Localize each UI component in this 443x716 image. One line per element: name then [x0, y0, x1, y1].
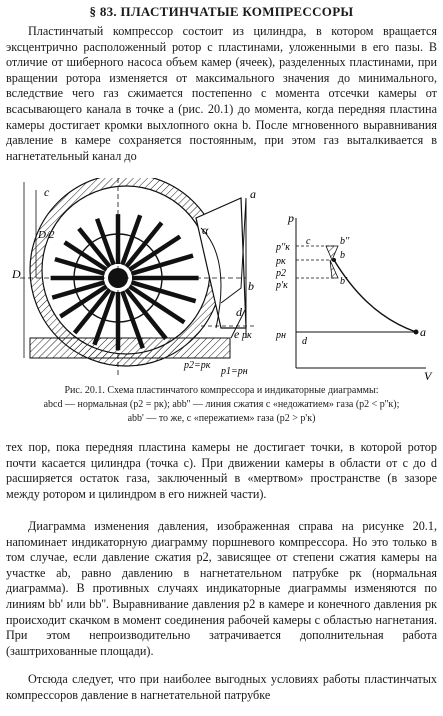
label-pk-left: pк [242, 330, 252, 341]
caption-line-3: abb' — то же, с «пережатием» газа (p2 > p'к) [127, 413, 316, 424]
label-d-left: d [236, 305, 242, 319]
label-b-left: b [248, 279, 254, 293]
label-p-axis: p [288, 211, 294, 225]
label-c: c [44, 185, 50, 199]
paragraph-continuation: тех пор, пока передняя пластина камеры не достигает точки, в которой ротор почти касается цилиндра (точка c). При движении камеры в области от c до d расширяется остаток газа, заключенный в «мертвом» пространстве (в зазоре между ротором и цилиндром в его нижней части). [6, 440, 437, 501]
label-d-right: d [302, 336, 307, 347]
label-c-right: c [306, 236, 311, 247]
paragraph-diagram: Диаграмма изменения давления, изображенная справа на рисунке 20.1, напоминает индикаторную диаграмму поршневого компрессора. Но это только в том случае, если давление сжатия p2, зависящее от степени сжатия камеры на участке ab, равно давлению в нагнетательном патрубке pк (нормальная диаграмма). В противных случаях индикаторные диаграммы изменяются по линиям bb' или bb''. Выравнивание давления p2 в камере и конечного давления pк происходит скачком в момент соединения рабочей камеры с областью нагнетания. При этом непроизводительно затрачивается дополнительная работа (заштрихованные площади). [6, 519, 437, 658]
indicator-diagram [296, 218, 426, 368]
label-a-left: a [250, 187, 256, 201]
label-e: e [234, 327, 240, 341]
caption-line-2: abcd — нормальная (p2 = pк); abb'' — линия сжатия с «недожатием» газа (p2 < p''к); [43, 399, 400, 410]
label-b2: b'' [340, 236, 350, 247]
figure-20-1 [6, 178, 437, 383]
label-p1pn: p1=pн [221, 366, 248, 377]
paragraph-intro: Пластинчатый компрессор состоит из цилиндра, в котором вращается эксцентрично расположенный ротор с пластинами, уложенными в его пазы. В отличие от шиберного насоса объем камер (ячеек), разделенных пластинами, при вращении ротора изменяется от максимального значения до минимального, вследствие чего газ сжимается постепенно с момента отсечки камеры от всасывающего канала в точке a (рис. 20.1) до момента, когда передняя пластина камеры достигает кромки выхлопного окна b. После мгновенного выравнивания давление в камере сохраняется постоянным, при этом газ выталкивается в нагнетательный канал до [6, 24, 437, 163]
figure-caption [10, 384, 433, 426]
label-a-right: a [420, 325, 426, 339]
label-pn: pн [276, 330, 286, 341]
label-D2: D/2 [38, 229, 55, 241]
label-pk-right: pк [276, 256, 286, 267]
label-b: b [340, 250, 345, 261]
label-pk2: p''к [276, 242, 290, 253]
label-D: D [12, 267, 21, 281]
label-V-axis: V [424, 369, 432, 383]
label-b1: b' [340, 276, 348, 287]
label-p2: p2 [276, 268, 286, 279]
caption-line-1: Рис. 20.1. Схема пластинчатого компрессора и индикаторные диаграммы: [64, 385, 379, 396]
label-p2pk: p2=pк [184, 360, 211, 371]
paragraph-conclusion: Отсюда следует, что при наиболее выгодных условиях работы пластинчатых компрессоров давление в нагнетательной патрубке [6, 672, 437, 702]
label-alpha: α [202, 223, 209, 237]
section-heading: § 83. ПЛАСТИНЧАТЫЕ КОМПРЕССОРЫ [89, 4, 354, 19]
label-pk1: p'к [276, 280, 288, 291]
